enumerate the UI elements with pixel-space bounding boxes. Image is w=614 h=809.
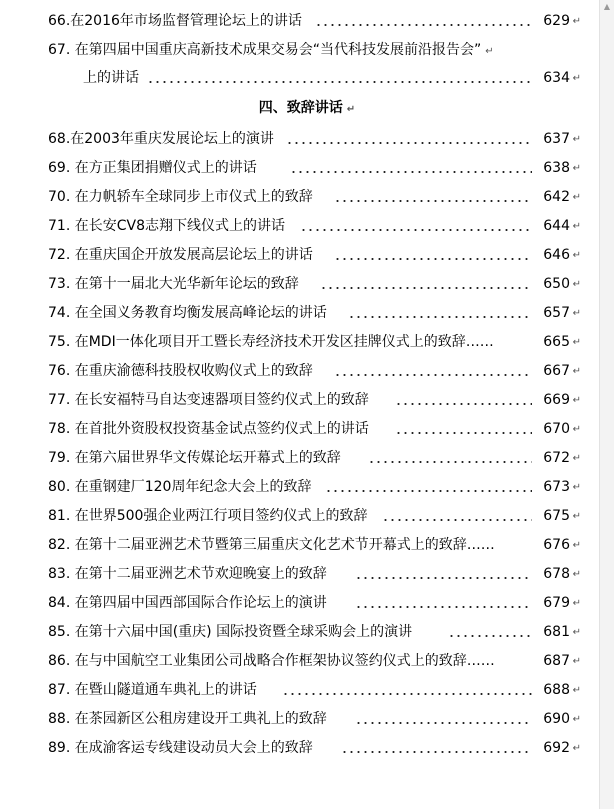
toc-entry[interactable] — [0, 242, 600, 268]
toc-page-number: 657 — [543, 305, 570, 321]
toc-entry[interactable] — [0, 677, 600, 703]
toc-entry[interactable] — [0, 358, 600, 384]
toc-entry-text: 79. 在第六届世界华文传媒论坛开幕式上的致辞 — [48, 450, 341, 466]
paragraph-mark: ↵ — [572, 250, 581, 261]
dot-leader — [282, 677, 532, 703]
toc-page-number: 629 — [543, 13, 570, 29]
dot-leader — [355, 561, 532, 587]
toc-page-number: 675 — [543, 508, 570, 524]
toc-entry[interactable] — [0, 416, 600, 442]
toc-entry[interactable] — [0, 329, 600, 355]
toc-entry-text: 85. 在第十六届中国(重庆) 国际投资暨全球采购会上的演讲 — [48, 624, 413, 640]
toc-page-number: 676 — [543, 537, 570, 553]
toc-page-number: 678 — [543, 566, 570, 582]
paragraph-mark: ↵ — [572, 598, 581, 609]
paragraph-mark: ↵ — [572, 73, 581, 84]
toc-entry[interactable] — [0, 387, 600, 413]
toc-entry[interactable] — [0, 706, 600, 732]
toc-entry-text: 78. 在首批外资股权投资基金试点签约仪式上的讲话 — [48, 421, 369, 437]
toc-entry-text: 75. 在MDI一体化项目开工暨长寿经济技术开发区挂牌仪式上的致辞…… — [48, 334, 494, 350]
toc-page-number: 692 — [543, 740, 570, 756]
paragraph-mark: ↵ — [572, 134, 581, 145]
toc-entry-text: 67. 在第四届中国重庆高新技术成果交易会“当代科技发展前沿报告会” ↵ — [48, 42, 494, 58]
dot-leader — [325, 474, 532, 500]
paragraph-mark: ↵ — [572, 569, 581, 580]
toc-entry-text: 77. 在长安福特马自达变速器项目签约仪式上的致辞 — [48, 392, 369, 408]
paragraph-mark: ↵ — [346, 104, 356, 115]
toc-entry-text: 76. 在重庆渝德科技股权收购仪式上的致辞 — [48, 363, 313, 379]
toc-entry[interactable] — [0, 532, 600, 558]
toc-page-number: 642 — [543, 189, 570, 205]
toc-entry-text: 83. 在第十二届亚洲艺术节欢迎晚宴上的致辞 — [48, 566, 327, 582]
toc-entry-text: 71. 在长安CV8志翔下线仪式上的讲话 — [48, 218, 285, 234]
toc-page-number: 681 — [543, 624, 570, 640]
paragraph-mark: ↵ — [572, 482, 581, 493]
paragraph-mark: ↵ — [572, 685, 581, 696]
toc-entry-text: 69. 在方正集团捐赠仪式上的讲话 — [48, 160, 257, 176]
paragraph-mark: ↵ — [572, 540, 581, 551]
toc-entry-text: 81. 在世界500强企业两江行项目签约仪式上的致辞 — [48, 508, 368, 524]
toc-entry[interactable] — [0, 184, 600, 210]
toc-page-number: 688 — [543, 682, 570, 698]
vertical-scrollbar[interactable] — [599, 0, 614, 809]
paragraph-mark: ↵ — [485, 46, 494, 57]
dot-leader — [300, 213, 532, 239]
toc-entry-text: 70. 在力帆轿车全球同步上市仪式上的致辞 — [48, 189, 313, 205]
paragraph-mark: ↵ — [572, 221, 581, 232]
toc-entry-text: 88. 在茶园新区公租房建设开工典礼上的致辞 — [48, 711, 327, 727]
toc-page-number: 644 — [543, 218, 570, 234]
toc-entry[interactable] — [0, 474, 600, 500]
toc-entry[interactable] — [0, 619, 600, 645]
section-heading: 四、致辞讲话 ↵ — [258, 100, 356, 116]
paragraph-mark: ↵ — [572, 192, 581, 203]
toc-entry-text: 82. 在第十二届亚洲艺术节暨第三届重庆文化艺术节开幕式上的致辞…… — [48, 537, 495, 553]
paragraph-mark: ↵ — [572, 163, 581, 174]
toc-entry[interactable] — [0, 300, 600, 326]
toc-entry-text: 66.在2016年市场监督管理论坛上的讲话 — [48, 13, 302, 29]
toc-entry-text: 72. 在重庆国企开放发展高层论坛上的讲话 — [48, 247, 313, 263]
paragraph-mark: ↵ — [572, 279, 581, 290]
toc-entry-text: 上的讲话 — [83, 70, 139, 86]
paragraph-mark: ↵ — [572, 714, 581, 725]
scroll-up-icon[interactable]: ▲ — [603, 2, 611, 11]
dot-leader — [290, 155, 532, 181]
toc-entry-text: 68.在2003年重庆发展论坛上的演讲 — [48, 131, 274, 147]
toc-entry-text: 73. 在第十一届北大光华新年论坛的致辞 — [48, 276, 299, 292]
toc-entry[interactable] — [0, 561, 600, 587]
dot-leader — [147, 65, 532, 91]
toc-entry[interactable] — [0, 503, 600, 529]
toc-page-number: 670 — [543, 421, 570, 437]
toc-entry-text: 84. 在第四届中国西部国际合作论坛上的演讲 — [48, 595, 327, 611]
dot-leader — [341, 735, 532, 761]
paragraph-mark: ↵ — [572, 308, 581, 319]
toc-page-number: 638 — [543, 160, 570, 176]
dot-leader — [382, 503, 532, 529]
dot-leader — [334, 242, 532, 268]
toc-page-number: 637 — [543, 131, 570, 147]
paragraph-mark: ↵ — [572, 395, 581, 406]
dot-leader — [395, 416, 532, 442]
dot-leader — [448, 619, 532, 645]
dot-leader — [348, 300, 532, 326]
dot-leader — [355, 590, 532, 616]
toc-entry[interactable] — [0, 590, 600, 616]
toc-page-number: 667 — [543, 363, 570, 379]
toc-page-number: 679 — [543, 595, 570, 611]
dot-leader — [395, 387, 532, 413]
toc-page-number: 687 — [543, 653, 570, 669]
paragraph-mark: ↵ — [572, 743, 581, 754]
toc-page-number: 672 — [543, 450, 570, 466]
toc-entry-text: 89. 在成渝客运专线建设动员大会上的致辞 — [48, 740, 313, 756]
paragraph-mark: ↵ — [572, 366, 581, 377]
toc-entry[interactable] — [0, 445, 600, 471]
toc-page-number: 646 — [543, 247, 570, 263]
paragraph-mark: ↵ — [572, 424, 581, 435]
dot-leader — [368, 445, 532, 471]
paragraph-mark: ↵ — [572, 656, 581, 667]
toc-page-number: 669 — [543, 392, 570, 408]
paragraph-mark: ↵ — [572, 337, 581, 348]
toc-page-number: 673 — [543, 479, 570, 495]
toc-entry-continuation[interactable] — [0, 65, 600, 91]
toc-entry[interactable] — [0, 37, 600, 63]
toc-entry[interactable] — [0, 8, 600, 34]
toc-page-number: 650 — [543, 276, 570, 292]
paragraph-mark: ↵ — [572, 627, 581, 638]
paragraph-mark: ↵ — [572, 453, 581, 464]
dot-leader — [286, 126, 532, 152]
toc-entry-text: 87. 在暨山隧道通车典礼上的讲话 — [48, 682, 257, 698]
paragraph-mark: ↵ — [572, 16, 581, 27]
paragraph-mark: ↵ — [572, 511, 581, 522]
dot-leader — [334, 358, 532, 384]
toc-entry[interactable] — [0, 213, 600, 239]
toc-page-number: 690 — [543, 711, 570, 727]
toc-entry[interactable] — [0, 155, 600, 181]
toc-entry-text: 86. 在与中国航空工业集团公司战略合作框架协议签约仪式上的致辞…… — [48, 653, 495, 669]
toc-entry[interactable] — [0, 126, 600, 152]
dot-leader — [320, 271, 532, 297]
dot-leader — [355, 706, 532, 732]
toc-page-number: 634 — [543, 70, 570, 86]
toc-entry-text: 74. 在全国义务教育均衡发展高峰论坛的讲话 — [48, 305, 327, 321]
dot-leader — [334, 184, 532, 210]
toc-entry-text: 80. 在重钢建厂120周年纪念大会上的致辞 — [48, 479, 312, 495]
toc-entry[interactable] — [0, 735, 600, 761]
toc-entry[interactable] — [0, 271, 600, 297]
dot-leader — [315, 8, 532, 34]
toc-page-number: 665 — [543, 334, 570, 350]
toc-entry[interactable] — [0, 648, 600, 674]
